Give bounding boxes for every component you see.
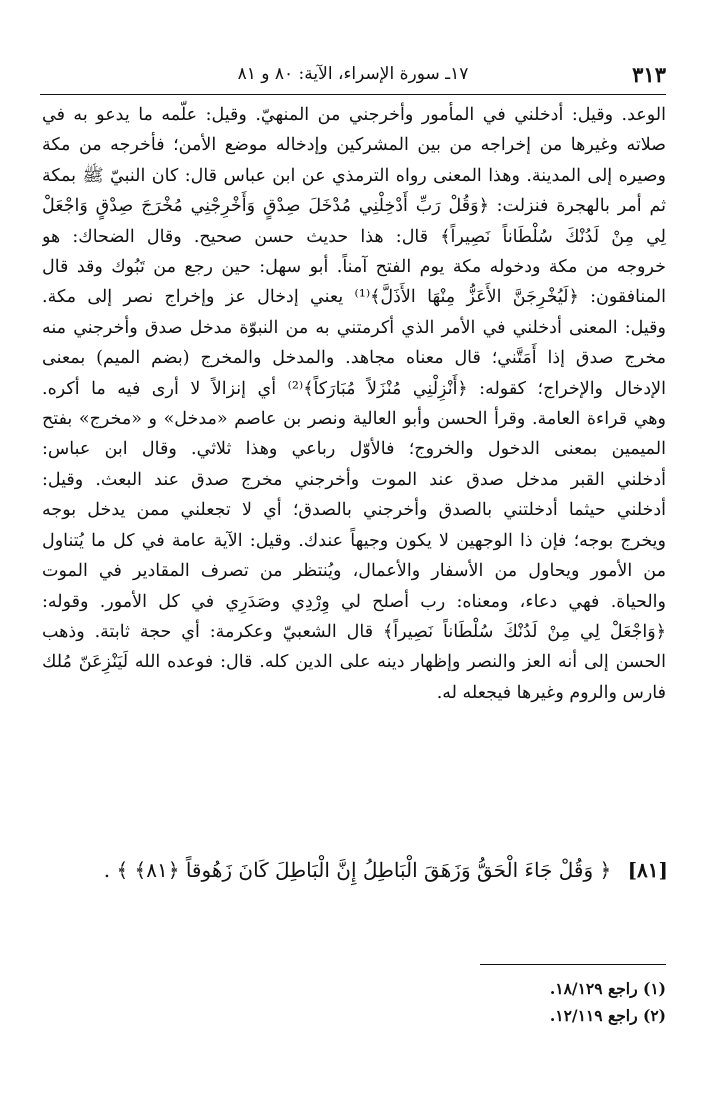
text-line: ﴿وَاجْعَلْ لِي مِنْ لَدُنْكَ سُلْطَاناً نَصِيراً﴾ قال الشعبيّ وعكرمة: أي حجة ثابتة. وذهب	[42, 621, 666, 642]
text-line: ويخرج بوجه؛ فإن ذا الوجهين لا يكون وجيهاً عندك. وقيل: الآية عامة في كل ما يُتناول	[42, 530, 666, 551]
running-title: ١٧ـ سورة الإسراء، الآية: ٨٠ و ٨١	[237, 64, 469, 84]
text-line: الإدخال والإخراج؛ كقوله: ﴿أَنْزِلْنِي مُنْزَلاً مُبَارَكاً﴾⁽²⁾ أي إنزالاً لا أرى فيه ما أكره.	[42, 378, 666, 399]
footnotes	[550, 975, 666, 1029]
footnote-divider	[480, 964, 666, 965]
text-line: وصيره إلى المدينة. وهذا المعنى رواه الترمذي عن ابن عباس قال: كان النبيّ ﷺ بمكة	[42, 165, 666, 186]
text-line: المنافقون: ﴿لَيُخْرِجَنَّ الأَعَزُّ مِنْهَا الأَذَلَّ﴾⁽¹⁾ يعني إدخال عز وإخراج نصر إلى مكة.	[42, 287, 666, 308]
verse-81	[42, 858, 668, 898]
text-line: وهي قراءة العامة. وقرأ الحسن وأبو العالية ونصر بن عاصم «مدخل» و «مخرج» بفتح	[42, 409, 666, 430]
verse-number: [٨١]	[627, 858, 668, 882]
text-line: وقيل: المعنى أدخلني في الأمر الذي أكرمتني به من النبوّة مدخل صدق وأخرجني منه	[42, 317, 666, 338]
commentary-text	[42, 100, 666, 708]
text-line: خروجه من مكة ودخوله مكة يوم الفتح آمناً. أبو سهل: حين رجع من تَبُوك وقد قال	[42, 257, 666, 278]
text-line: والحياة. فهي دعاء، ومعناه: رب أصلح لي وِرْدِي وصَدَرِي في كل الأمور. وقوله:	[42, 591, 666, 612]
text-line: من الأمور ويحاول من الأسفار والأعمال، ويُنتظر من تصرف المقادير في الموت	[42, 561, 666, 582]
text-line: الحسن إلى أنه العز والنصر وإظهار دينه على الدين كله. قال: فوعده الله لَيَنْزِعَنّ مُلك	[42, 652, 666, 673]
page-number: ٣١٣	[632, 62, 666, 87]
text-line: فارس والروم وغيرها فيجعله له.	[436, 682, 666, 703]
footnote-1: (١) راجع ١٨/١٢٩.	[549, 979, 666, 998]
text-line: الميمين بمعنى الدخول والخروج؛ فالأوّل رباعي وهذا ثلاثي. وقال ابن عباس:	[42, 439, 666, 460]
text-line: لِي مِنْ لَدُنْكَ سُلْطَاناً نَصِيراً﴾ قال: هذا حديث حسن صحيح. وقال الضحاك: هو	[42, 226, 666, 247]
text-line: ثم أمر بالهجرة فنزلت: ﴿وَقُلْ رَبِّ أَدْخِلْنِي مُدْخَلَ صِدْقٍ وَأَخْرِجْنِي مُخْرَجَ صِدْقٍ وَاجْعَلْ	[42, 196, 666, 217]
verse-text: ﴿ وَقُلْ جَاءَ الْحَقُّ وَزَهَقَ الْبَاطِلُ إِنَّ الْبَاطِلَ كَانَ زَهُوقاً ﴿٨١﴾ ﴾ .	[103, 858, 612, 882]
text-line: الوعد. وقيل: أدخلني في المأمور وأخرجني من المنهيّ. وقيل: علّمه ما يدعو به في	[42, 105, 666, 125]
text-line: أدخلني القبر مدخل صدق عند الموت وأخرجني مخرج صدق عند البعث. وقيل:	[42, 469, 666, 490]
footnote-2: (٢) راجع ١٢/١١٩.	[549, 1006, 666, 1025]
page-header	[40, 58, 666, 95]
text-line: صلاته وغيرها من إخراجه من بين المشركين وإدخاله موضع الأمن؛ فأخرجه من مكة	[42, 135, 666, 156]
text-line: مخرج صدق إذا أَمَتَّني؛ قال معناه مجاهد. والمدخل والمخرج (بضم الميم) بمعنى	[42, 348, 666, 369]
text-line: أدخلني حيثما أدخلتني بالصدق وأخرجني بالصدق؛ أي لا تجعلني ممن يدخل بوجه	[42, 500, 666, 521]
